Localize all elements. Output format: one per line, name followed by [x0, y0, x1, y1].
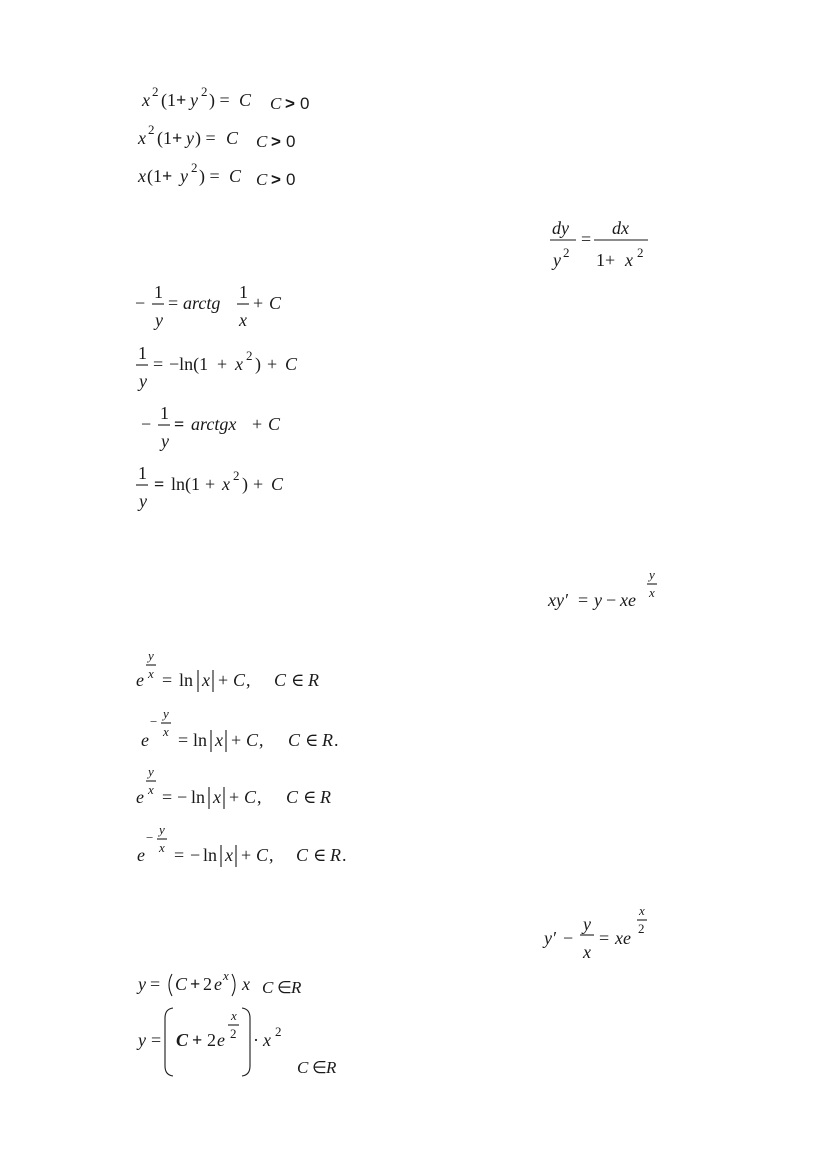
- svg-text:x: x: [239, 310, 247, 330]
- svg-text:y: y: [138, 974, 146, 994]
- svg-text:+: +: [253, 293, 264, 313]
- svg-text:−ln(1: −ln(1: [169, 354, 209, 374]
- q3-option-2: [138, 704, 368, 754]
- svg-text:x: x: [223, 968, 229, 983]
- svg-text:=: =: [178, 730, 189, 750]
- svg-text:C: C: [268, 414, 281, 434]
- svg-text:+: +: [252, 414, 263, 434]
- svg-text:>: >: [271, 132, 281, 151]
- svg-text:0: 0: [286, 170, 296, 189]
- svg-text:arctgx: arctgx: [191, 414, 237, 434]
- svg-text:C: C: [274, 670, 287, 690]
- svg-text:ln: ln: [179, 670, 194, 690]
- svg-text:=: =: [578, 590, 589, 610]
- svg-text:1: 1: [138, 463, 147, 483]
- svg-text:y: y: [148, 764, 154, 779]
- svg-text:x: x: [231, 1008, 237, 1023]
- svg-text:e: e: [136, 787, 144, 807]
- svg-text:=: =: [154, 474, 165, 494]
- svg-text:x: x: [213, 787, 221, 807]
- svg-text:R: R: [291, 978, 302, 997]
- svg-text:x: x: [215, 730, 223, 750]
- q2-option-4: [135, 463, 305, 515]
- svg-text:C: C: [271, 474, 284, 494]
- svg-text:1: 1: [160, 403, 169, 423]
- svg-text:x: x: [163, 724, 169, 739]
- svg-text:+: +: [205, 474, 216, 494]
- svg-text:∈: ∈: [305, 730, 319, 750]
- svg-text:dy: dy: [552, 218, 569, 238]
- svg-text:=: =: [168, 293, 179, 313]
- svg-text:0: 0: [300, 94, 310, 113]
- svg-text:∈: ∈: [303, 787, 317, 807]
- svg-text:y: y: [138, 1030, 146, 1050]
- svg-text:y: y: [155, 310, 163, 330]
- svg-text:=: =: [162, 670, 173, 690]
- q1-option-3: [138, 160, 328, 190]
- svg-text:xy′: xy′: [548, 590, 568, 610]
- svg-text:y: y: [186, 128, 194, 148]
- q1-option-1: [138, 84, 328, 114]
- svg-text:e: e: [136, 670, 144, 690]
- svg-text:2: 2: [233, 468, 240, 483]
- svg-text:+: +: [217, 354, 228, 374]
- svg-text:x: x: [148, 666, 154, 681]
- svg-text:x: x: [625, 250, 633, 270]
- svg-text:C: C: [229, 166, 242, 186]
- svg-text:y: y: [148, 648, 154, 663]
- svg-text:x: x: [142, 90, 150, 110]
- q2-option-1: [135, 282, 305, 334]
- svg-text:C: C: [270, 94, 282, 113]
- svg-text:2: 2: [201, 84, 208, 99]
- svg-text:,: ,: [259, 730, 264, 750]
- svg-text:y: y: [594, 590, 602, 610]
- svg-text:y: y: [161, 431, 169, 451]
- q2-equation: [548, 214, 658, 276]
- svg-text:2: 2: [563, 245, 570, 260]
- svg-text:+: +: [218, 670, 229, 690]
- svg-text:1+: 1+: [596, 250, 616, 270]
- svg-text:x: x: [242, 974, 250, 994]
- svg-text:2: 2: [203, 974, 212, 994]
- svg-text:=: =: [174, 414, 185, 434]
- svg-text:+: +: [267, 354, 278, 374]
- svg-text:x: x: [222, 474, 230, 494]
- svg-text:) =: ) =: [209, 90, 230, 110]
- svg-text:(1: (1: [161, 90, 176, 110]
- svg-text:y: y: [139, 371, 147, 391]
- q4-option-2: [138, 1004, 368, 1082]
- svg-text:−: −: [146, 830, 154, 845]
- svg-text:−: −: [150, 714, 158, 729]
- svg-text:C: C: [239, 90, 252, 110]
- svg-text:+: +: [241, 845, 252, 865]
- svg-text:C: C: [285, 354, 298, 374]
- svg-text:R: R: [330, 845, 341, 865]
- svg-text:(1: (1: [147, 166, 162, 186]
- svg-text:C: C: [176, 1030, 189, 1050]
- svg-text:C: C: [262, 978, 274, 997]
- svg-text:−: −: [190, 845, 201, 865]
- svg-text:x: x: [138, 128, 146, 148]
- svg-text:dx: dx: [612, 218, 629, 238]
- svg-text:C: C: [226, 128, 239, 148]
- q1-option-2: [138, 122, 328, 152]
- svg-text:C: C: [286, 787, 299, 807]
- svg-text:x: x: [202, 670, 210, 690]
- svg-text:1: 1: [154, 282, 163, 302]
- svg-text:y: y: [180, 166, 188, 186]
- svg-text:C: C: [296, 845, 309, 865]
- q4-option-1: [138, 966, 338, 1002]
- svg-text:(1: (1: [157, 128, 172, 148]
- svg-text:=: =: [150, 974, 161, 994]
- svg-text:+: +: [229, 787, 240, 807]
- svg-text:,: ,: [257, 787, 262, 807]
- svg-text:∈: ∈: [277, 978, 292, 997]
- svg-text:2: 2: [191, 160, 198, 175]
- svg-text:y: y: [139, 491, 147, 511]
- svg-text:+: +: [192, 1030, 203, 1050]
- svg-text:x: x: [583, 942, 591, 962]
- svg-text:2: 2: [207, 1030, 216, 1050]
- svg-text:2: 2: [638, 921, 645, 936]
- q2-option-2: [135, 343, 315, 395]
- svg-text:ln: ln: [191, 787, 206, 807]
- svg-text:y: y: [190, 90, 198, 110]
- svg-text:0: 0: [286, 132, 296, 151]
- svg-text:xe: xe: [620, 590, 636, 610]
- svg-text:+: +: [162, 166, 173, 186]
- svg-text:e: e: [137, 845, 145, 865]
- svg-text:>: >: [285, 94, 295, 113]
- q3-option-4: [136, 820, 366, 870]
- svg-text:y: y: [583, 914, 591, 934]
- svg-text:−: −: [141, 414, 152, 434]
- svg-text:C: C: [233, 670, 246, 690]
- svg-text:x: x: [235, 354, 243, 374]
- svg-text:+: +: [176, 90, 187, 110]
- svg-text:arctg: arctg: [183, 293, 221, 313]
- svg-text:−: −: [177, 787, 188, 807]
- svg-text:.: .: [342, 845, 347, 865]
- svg-text:+: +: [172, 128, 183, 148]
- svg-text:y: y: [553, 250, 561, 270]
- svg-text:y: y: [159, 822, 165, 837]
- svg-text:=: =: [162, 787, 173, 807]
- svg-text:xe: xe: [615, 928, 631, 948]
- svg-text:=: =: [153, 354, 164, 374]
- svg-text:2: 2: [152, 84, 159, 99]
- svg-text:+: +: [190, 974, 201, 994]
- svg-text:∈: ∈: [313, 845, 327, 865]
- svg-text:x: x: [649, 585, 655, 600]
- svg-text:y′: y′: [544, 928, 556, 948]
- q3-option-3: [136, 762, 366, 812]
- svg-text:x: x: [225, 845, 233, 865]
- svg-text:+: +: [253, 474, 264, 494]
- q4-equation: [542, 902, 662, 964]
- svg-text:=: =: [174, 845, 185, 865]
- svg-text:C: C: [244, 787, 257, 807]
- svg-text:x: x: [148, 782, 154, 797]
- svg-text:e: e: [141, 730, 149, 750]
- q2-option-3: [138, 403, 308, 455]
- svg-text:=: =: [581, 229, 592, 249]
- svg-text:x: x: [159, 840, 165, 855]
- svg-text:e: e: [217, 1030, 225, 1050]
- svg-text:R: R: [320, 787, 331, 807]
- svg-text:−: −: [135, 293, 146, 313]
- svg-text:=: =: [599, 928, 610, 948]
- svg-text:·: ·: [253, 1030, 259, 1050]
- svg-text:ln: ln: [203, 845, 218, 865]
- svg-text:2: 2: [230, 1026, 237, 1041]
- q3-option-1: [136, 646, 366, 696]
- svg-text:y: y: [649, 567, 655, 582]
- svg-text:C: C: [269, 293, 282, 313]
- svg-text:ln(1: ln(1: [171, 474, 200, 494]
- svg-text:x: x: [138, 166, 146, 186]
- svg-text:C: C: [256, 170, 268, 189]
- svg-text:+: +: [231, 730, 242, 750]
- svg-text:C: C: [246, 730, 259, 750]
- svg-text:): ): [255, 354, 261, 374]
- svg-text:C: C: [256, 132, 268, 151]
- q3-equation: [548, 566, 668, 616]
- svg-text:R: R: [308, 670, 319, 690]
- svg-text:): ): [242, 474, 248, 494]
- svg-text:∈: ∈: [291, 670, 305, 690]
- svg-text:ln: ln: [193, 730, 208, 750]
- svg-text:1: 1: [239, 282, 248, 302]
- svg-text:−: −: [606, 590, 617, 610]
- svg-text:,: ,: [246, 670, 251, 690]
- svg-text:x: x: [263, 1030, 271, 1050]
- svg-text:C: C: [297, 1058, 309, 1077]
- svg-text:) =: ) =: [195, 128, 216, 148]
- svg-text:2: 2: [148, 122, 155, 137]
- svg-text:x: x: [639, 903, 645, 918]
- svg-text:.: .: [334, 730, 339, 750]
- svg-text:C: C: [288, 730, 301, 750]
- svg-text:2: 2: [246, 348, 253, 363]
- svg-text:C: C: [175, 974, 188, 994]
- svg-text:) =: ) =: [199, 166, 220, 186]
- svg-text:=: =: [151, 1030, 162, 1050]
- svg-text:R: R: [322, 730, 333, 750]
- svg-text:1: 1: [138, 343, 147, 363]
- svg-text:2: 2: [275, 1024, 282, 1039]
- svg-text:e: e: [214, 974, 222, 994]
- svg-text:,: ,: [269, 845, 274, 865]
- svg-text:R: R: [326, 1058, 337, 1077]
- svg-text:C: C: [256, 845, 269, 865]
- svg-text:−: −: [563, 928, 574, 948]
- svg-text:>: >: [271, 170, 281, 189]
- svg-text:2: 2: [637, 245, 644, 260]
- svg-text:∈: ∈: [312, 1058, 327, 1077]
- svg-text:y: y: [163, 706, 169, 721]
